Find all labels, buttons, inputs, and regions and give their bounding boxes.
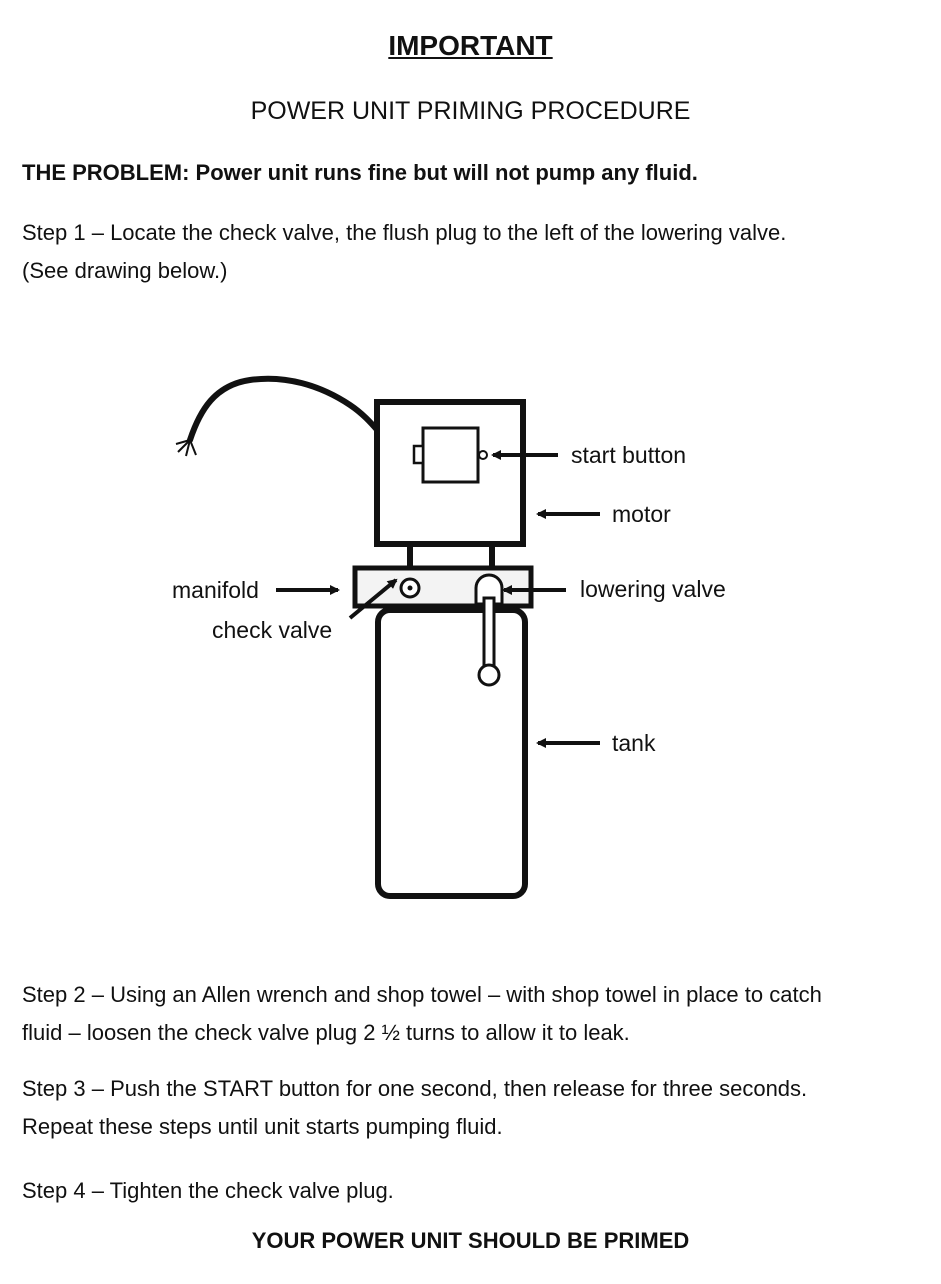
step-4-line-1: Step 4 – Tighten the check valve plug. bbox=[22, 1178, 394, 1203]
document-title: IMPORTANT bbox=[388, 30, 553, 61]
lowering-valve-knob bbox=[479, 665, 499, 685]
tank-label: tank bbox=[612, 730, 656, 756]
start-button-knob bbox=[479, 451, 487, 459]
manifold-label: manifold bbox=[172, 577, 259, 603]
step-3 bbox=[22, 1070, 932, 1146]
step-2-line-1: Step 2 – Using an Allen wrench and shop towel – with shop towel in place to catch bbox=[22, 982, 822, 1007]
start-button-label: start button bbox=[571, 442, 687, 468]
problem-statement: THE PROBLEM: Power unit runs fine but will not pump any fluid. bbox=[22, 160, 698, 185]
document-subtitle: POWER UNIT PRIMING PROCEDURE bbox=[250, 97, 691, 125]
step-1-line-1: Step 1 – Locate the check valve, the flush plug to the left of the lowering valve. bbox=[22, 220, 787, 245]
check-valve-label: check valve bbox=[212, 617, 333, 643]
step-3-line-2: Repeat these steps until unit starts pumping fluid. bbox=[22, 1114, 503, 1139]
step-1-line-2: (See drawing below.) bbox=[22, 258, 228, 283]
step-3-line-1: Step 3 – Push the START button for one second, then release for three seconds. bbox=[22, 1076, 808, 1101]
manifold-block bbox=[355, 568, 531, 606]
check-valve-plug-center bbox=[408, 586, 413, 591]
closing-statement: YOUR POWER UNIT SHOULD BE PRIMED bbox=[251, 1228, 690, 1253]
lowering-valve-stem bbox=[484, 598, 494, 666]
switch-body bbox=[423, 428, 478, 482]
tank-body bbox=[378, 610, 525, 896]
step-2-line-2: fluid – loosen the check valve plug 2 ½ turns to allow it to leak. bbox=[22, 1020, 630, 1045]
motor-leg-left bbox=[407, 544, 413, 568]
cord-frayed-end bbox=[176, 440, 196, 456]
step-4 bbox=[22, 1172, 932, 1210]
step-2 bbox=[22, 976, 932, 1052]
motor-leg-right bbox=[489, 544, 495, 568]
motor-label: motor bbox=[612, 501, 671, 527]
switch-cord-terminal bbox=[414, 446, 423, 463]
lowering-valve-label: lowering valve bbox=[580, 576, 726, 602]
